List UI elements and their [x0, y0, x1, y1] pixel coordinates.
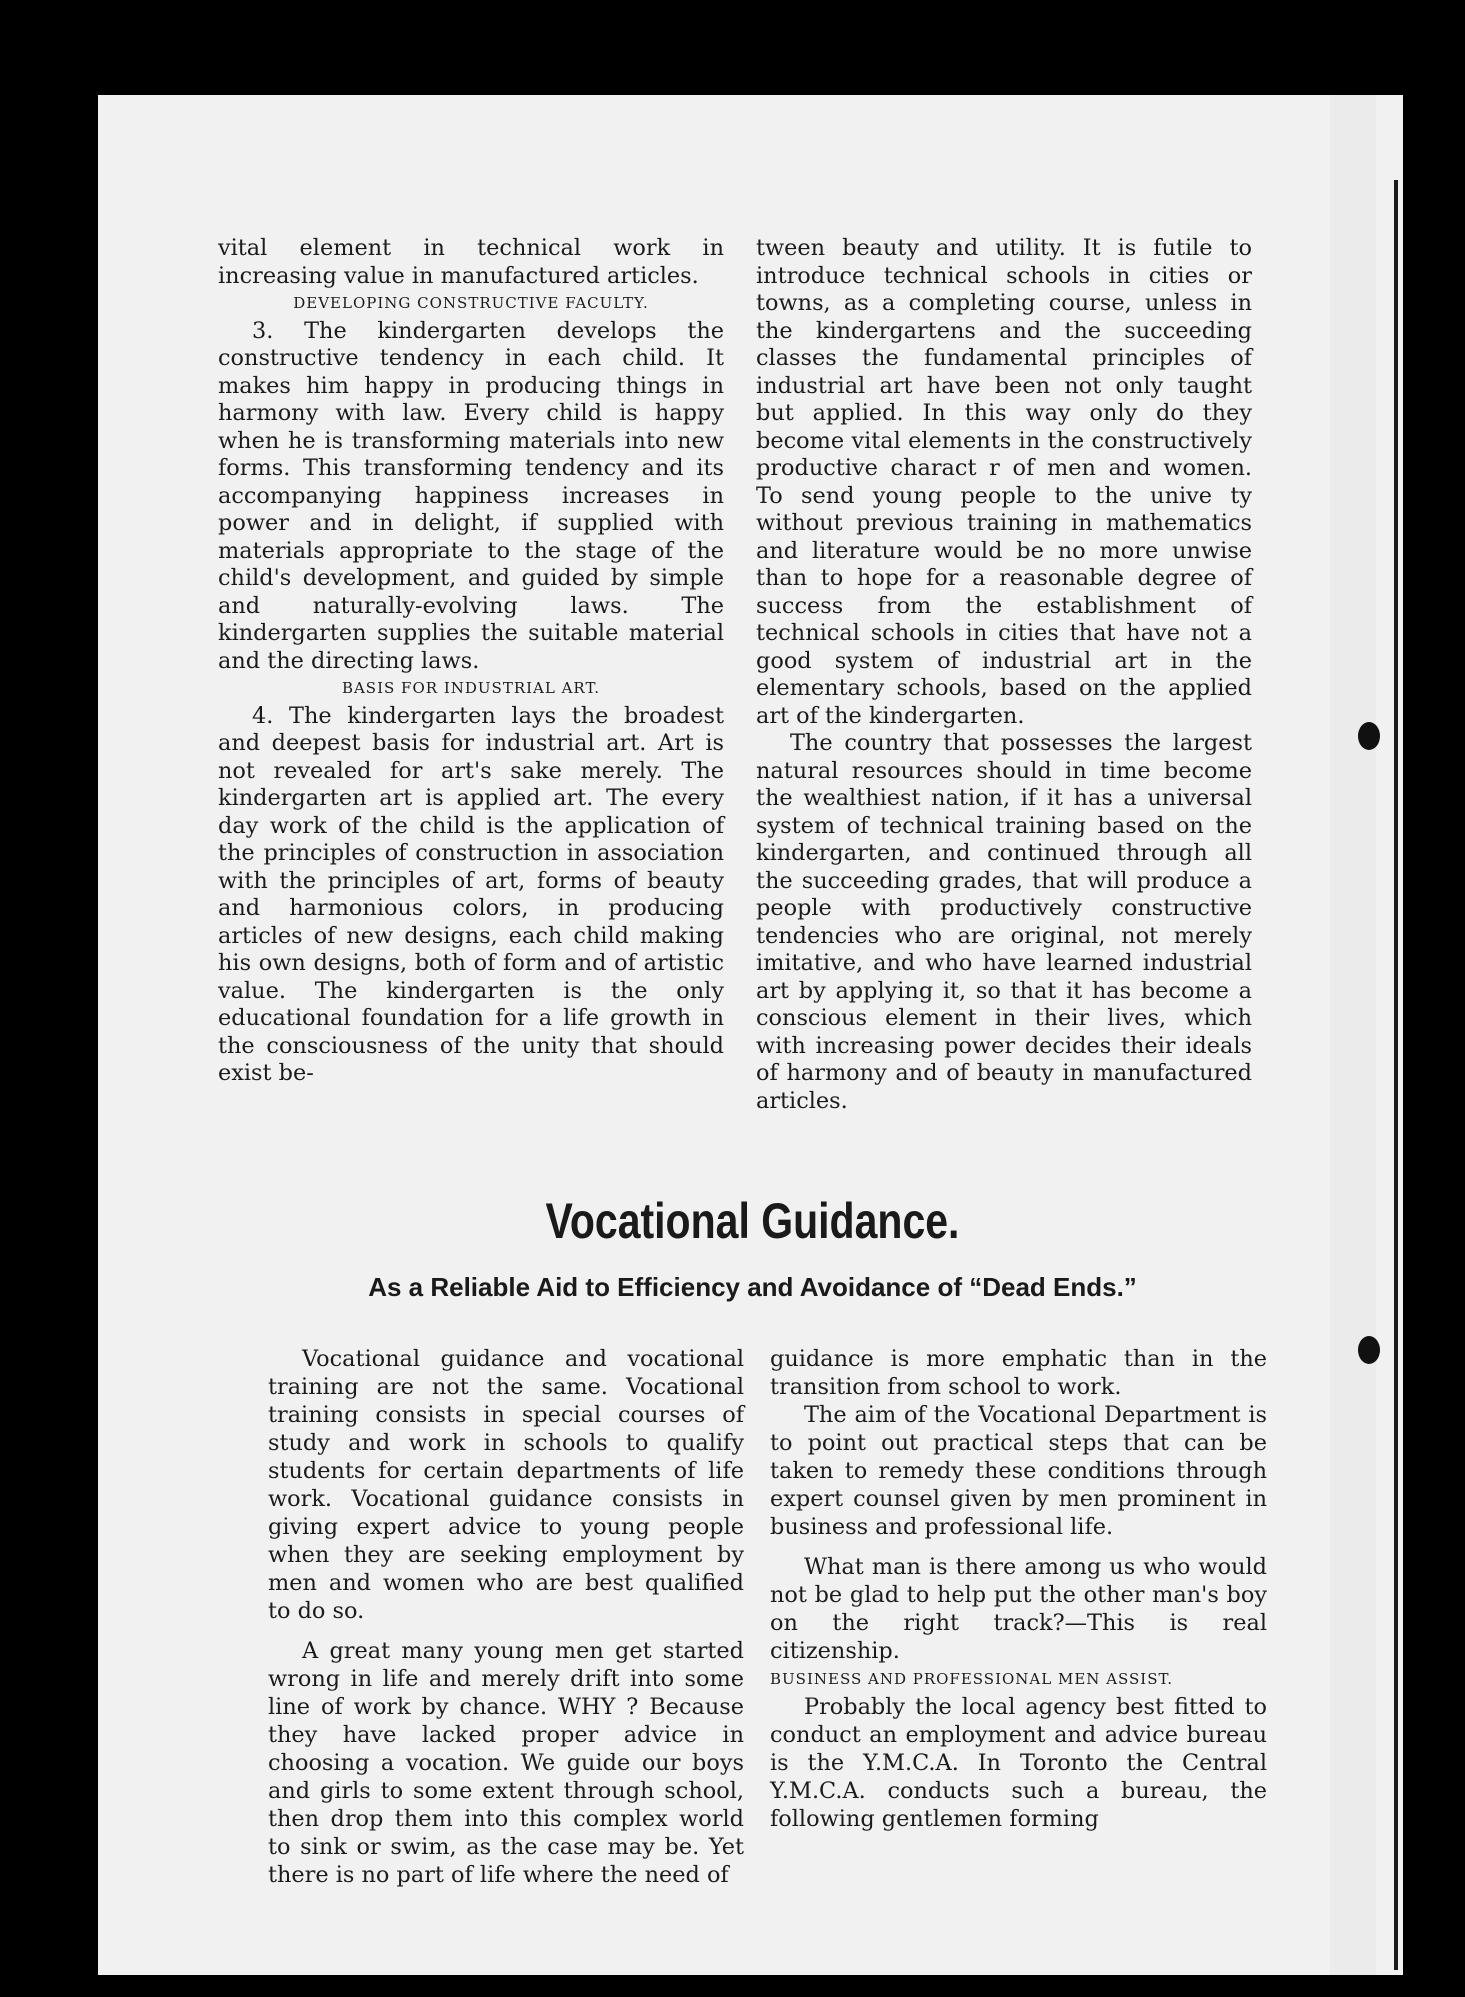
paragraph: A great many young men get started wrong in life and merely drift into some line of work by chance. WHY ? Because they have lacked proper advice in choosing a vocation. We guide our boys and girls to some extent through school, then drop them into this complex world to sink or swim, as the case may be. Yet there is no part of life where the need of: [268, 1638, 744, 1888]
paragraph: tween beauty and utility. It is futile to introduce technical schools in cities or towns, as a completing course, unless in the kindergartens and the succeeding classes the fundamental principles of industrial art have been not only taught but applied. In this way only do they become vital elements in the constructively productive charact r of men and women. To send young people to the unive ty without previous training in mathematics and literature would be no more unwise than to hope for a reasonable degree of success from the establishment of technical schools in cities that have not a good system of industrial art in the elementary schools, based on the applied art of the kindergarten.: [756, 235, 1252, 729]
punch-hole: [1358, 1336, 1380, 1364]
paragraph: vital element in technical work in increasing value in manufactured articles.: [218, 235, 724, 289]
binding-edge: [1394, 180, 1398, 1970]
top-left-column: [218, 235, 724, 1088]
article-title: Vocational Guidance.: [545, 1193, 960, 1249]
paragraph: Vocational guidance and vocational training are not the same. Vocational training consists in special courses of study and work in schools to qualify students for certain departments of life work. Vocational guidance consists in giving expert advice to young people when they are seeking employment by men and women who are best qualified to do so.: [268, 1346, 744, 1624]
section-heading: DEVELOPING CONSTRUCTIVE FACULTY.: [293, 294, 649, 312]
paragraph: guidance is more emphatic than in the transition from school to work.: [770, 1346, 1267, 1400]
bottom-left-column: [268, 1345, 744, 1889]
binding-strip: [1330, 95, 1376, 1975]
section-heading: BASIS FOR INDUSTRIAL ART.: [341, 679, 601, 697]
top-right-column: [756, 235, 1252, 1115]
section-heading: BUSINESS AND PROFESSIONAL MEN ASSIST.: [770, 1670, 1174, 1688]
paragraph: 4. The kindergarten lays the broadest and deepest basis for industrial art. Art is not revealed for art's sake merely. The kindergarten art is applied art. The every day work of the child is the application of the principles of construction in association with the principles of art, forms of beauty and harmonious colors, in producing articles of new designs, each child making his own designs, both of form and of artistic value. The kindergarten is the only educational foundation for a life growth in the consciousness of the unity that should exist be-: [218, 702, 724, 1086]
paragraph: Probably the local agency best fitted to conduct an employment and advice bureau is the Y.M.C.A. In Toronto the Central Y.M.C.A. conducts such a bureau, the following gentlemen forming: [770, 1694, 1267, 1832]
paragraph: What man is there among us who would not be glad to help put the other man's boy on the right track?—This is real citizenship.: [770, 1554, 1267, 1664]
paragraph: 3. The kindergarten develops the constructive tendency in each child. It makes him happy in producing things in harmony with law. Every child is happy when he is transforming materials into new forms. This transforming tendency and its accompanying happiness increases in power and in delight, if supplied with materials appropriate to the stage of the child's development, and guided by simple and naturally-evolving laws. The kindergarten supplies the suitable material and the directing laws.: [218, 317, 724, 674]
paragraph: The country that possesses the largest natural resources should in time become the wealthiest nation, if it has a universal system of technical training based on the kindergarten, and continued through all the succeeding grades, that will produce a people with productively constructive tendencies who are original, not merely imitative, and who have learned industrial art by applying it, so that it has become a conscious element in their lives, which with increasing power decides their ideals of harmony and of beauty in manufactured articles.: [756, 730, 1252, 1114]
bottom-right-column: [770, 1345, 1267, 1833]
punch-hole: [1358, 722, 1380, 750]
paragraph: The aim of the Vocational Department is to point out practical steps that can be taken to remedy these conditions through expert counsel given by men prominent in business and professional life.: [770, 1402, 1267, 1540]
article-subtitle: As a Reliable Aid to Efficiency and Avoidance of “Dead Ends.”: [368, 1272, 1137, 1302]
